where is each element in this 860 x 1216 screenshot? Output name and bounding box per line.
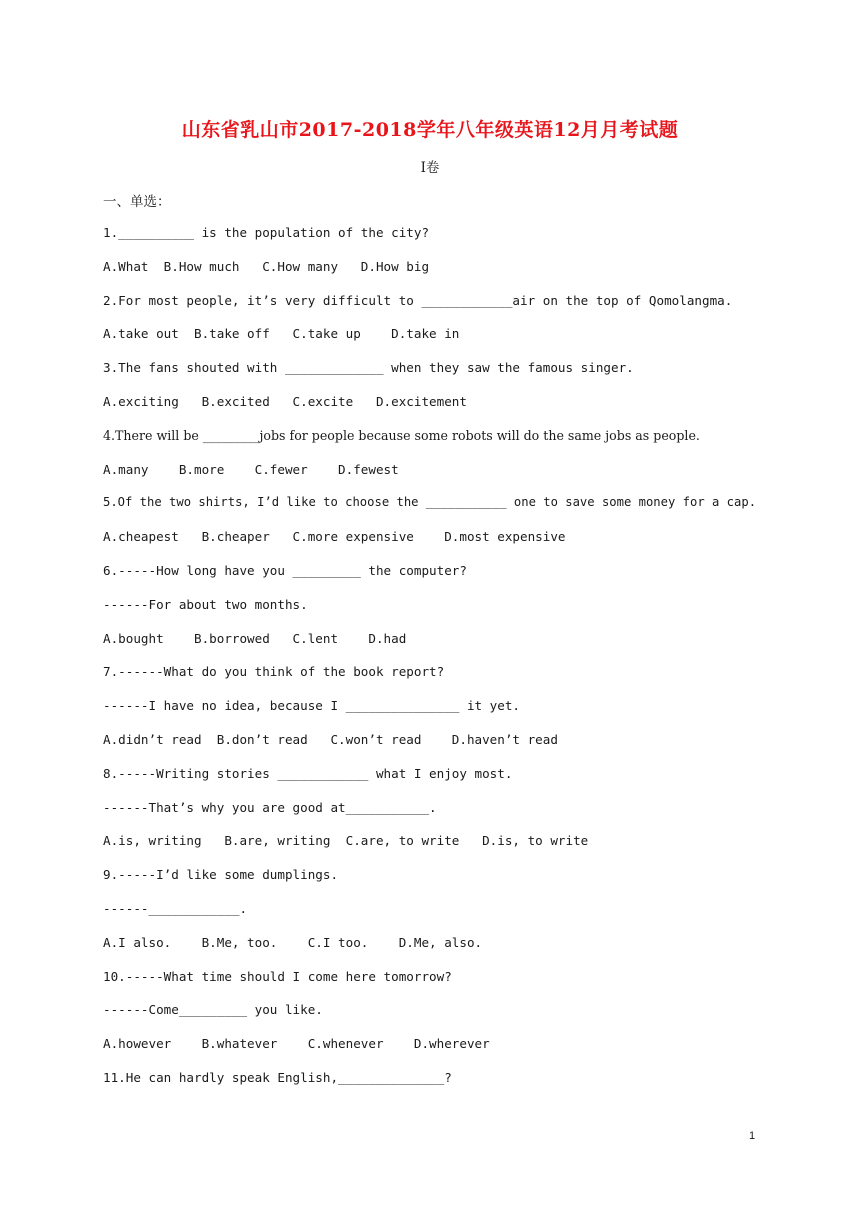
question-line: 1.__________ is the population of the city? [103, 225, 430, 240]
options-line: A.What B.How much C.How many D.How big [103, 258, 430, 274]
options-line: A.cheapest B.cheaper C.more expensive D.most expensive [103, 529, 566, 545]
question-line: 11.He can hardly speak English,______________? [103, 1069, 452, 1085]
answer-line: ------Come_________ you like. [103, 1002, 323, 1018]
question-line: 4.There will be _________jobs for people because some robots will do the same jobs as people. [103, 427, 700, 443]
question-line: 3.The fans shouted with _____________ when they saw the famous singer. [103, 360, 634, 376]
options-line: A.didn’t read B.don’t read C.won’t read D.haven’t read [103, 731, 558, 747]
question-list [103, 224, 783, 1103]
options-line: A.however B.whatever C.whenever D.wherever [103, 1036, 490, 1052]
options-line: A.is, writing B.are, writing C.are, to write D.is, to write [103, 833, 589, 849]
question-line: 2.For most people, it’s very difficult to ____________air on the top of Qomolangma. [103, 292, 733, 308]
question-line: 7.------What do you think of the book report? [103, 664, 445, 680]
options-line: A.take out B.take off C.take up D.take in [103, 326, 460, 342]
options-line: A.exciting B.excited C.excite D.excitement [103, 393, 467, 409]
answer-line: ------That’s why you are good at___________. [103, 799, 437, 815]
volume-label: I卷 [420, 160, 440, 176]
answer-line: ------____________. [103, 900, 248, 916]
answer-line: ------For about two months. [103, 596, 308, 612]
page-title: 山东省乳山市2017-2018学年八年级英语12月月考试题 [181, 119, 679, 141]
page-number: 1 [749, 1130, 756, 1142]
options-line: A.many B.more C.fewer D.fewest [103, 461, 399, 477]
question-line: 10.-----What time should I come here tomorrow? [103, 968, 452, 984]
question-line: 6.-----How long have you _________ the computer? [103, 562, 467, 578]
section-heading: 一、单选： [103, 194, 171, 210]
options-line: A.bought B.borrowed C.lent D.had [103, 630, 407, 646]
answer-line: ------I have no idea, because I _______________ it yet. [103, 698, 521, 714]
question-line: 9.-----I’d like some dumplings. [103, 867, 339, 883]
options-line: A.I also. B.Me, too. C.I too. D.Me, also. [103, 934, 483, 950]
question-line: 5.Of the two shirts, I’d like to choose the ___________ one to save some money for a cap. [103, 495, 757, 510]
question-line: 8.-----Writing stories ____________ what I enjoy most. [103, 765, 513, 781]
